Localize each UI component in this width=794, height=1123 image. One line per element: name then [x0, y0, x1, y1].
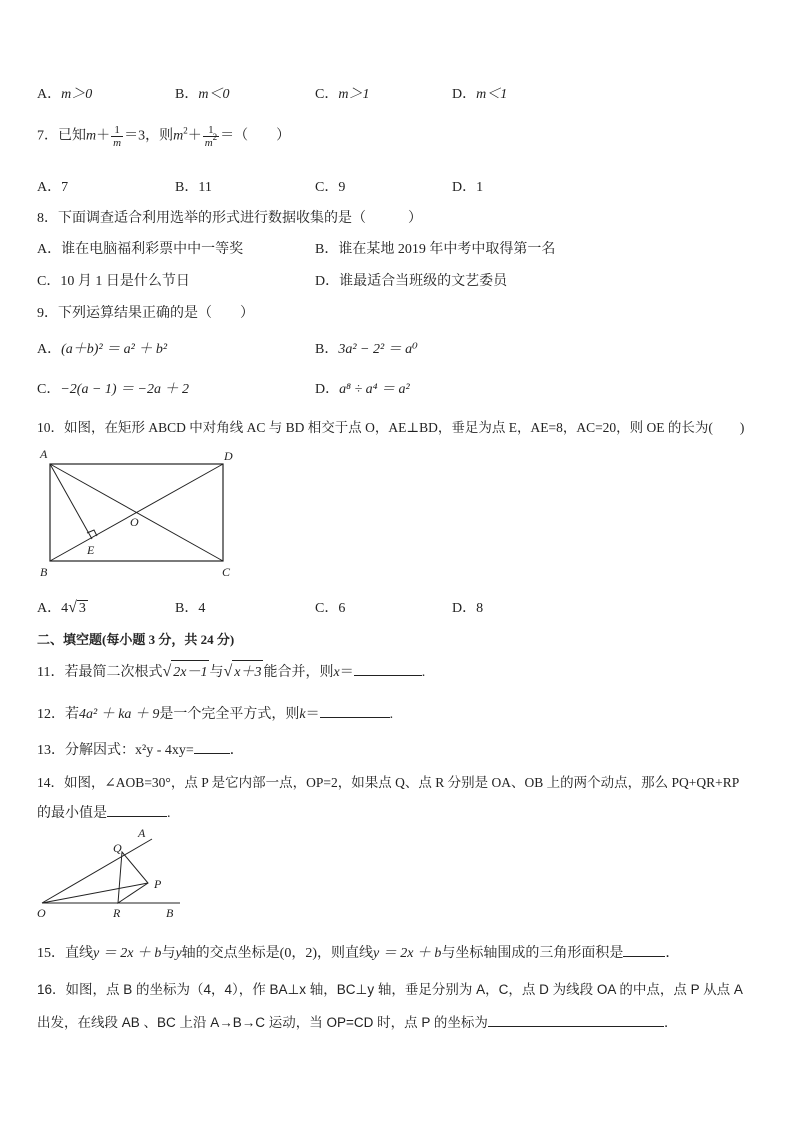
q11-stem: 11．若最简二次根式√ 2x－1 与√ x＋3 能合并，则x＝ .	[37, 660, 425, 681]
q14-stem-line1: 14．如图，∠AOB=30°，点 P 是它内部一点，OP=2，如果点 Q、点 R 分别是 OA、OB 上的两个动点，那么 PQ+QR+RP	[37, 775, 740, 790]
q6-option-d: D．m＜1	[452, 87, 508, 102]
label-c: C	[222, 565, 231, 579]
q11-answer-blank[interactable]	[354, 663, 422, 676]
q15-answer-blank[interactable]	[623, 944, 665, 957]
q7-stem: 7．已知m＋ $\frac{1}{m}$ ＝3，则$m^2+$ $\frac{1}{m^2}$ ＝（ ）	[37, 124, 291, 149]
q8-option-d: D．谁最适合当班级的文艺委员	[315, 274, 508, 289]
label-a: A	[138, 826, 146, 840]
q13-answer-blank[interactable]	[194, 741, 230, 754]
section-2-heading: 二、填空题(每小题 3 分，共 24 分)	[37, 632, 235, 647]
label-r: R	[113, 906, 121, 920]
q14-angle-figure	[34, 825, 184, 920]
q7-option-a: A．7	[37, 180, 69, 195]
label-o: O	[37, 906, 46, 920]
q7-option-d: D．1	[452, 180, 484, 195]
label-d: D	[224, 449, 233, 463]
q6-option-c: C．m＞1	[315, 87, 370, 102]
q16-answer-blank[interactable]	[488, 1014, 664, 1027]
q6-option-a: A．m＞0	[37, 87, 93, 102]
q16-stem-line2: 出发，在线段 AB 、BC 上沿 A→B→C 运动，当 OP=CD 时，点 P 的坐标为 ．	[37, 1015, 678, 1030]
q10-option-b: B．4	[175, 601, 206, 616]
q7-fraction-1: $\frac{1}{m}$	[113, 124, 122, 149]
ray-oa	[42, 839, 152, 903]
q8-option-a: A．谁在电脑福利彩票中中一等奖	[37, 242, 244, 257]
q7-option-b: B．11	[175, 180, 212, 195]
q16-stem-line1: 16．如图，点 B 的坐标为（4，4），作 BA⊥x 轴，BC⊥y 轴，垂足分别为 A，C，点 D 为线段 OA 的中点，点 P 从点 A	[37, 982, 743, 997]
q12-stem: 12．若4a² ＋ ka ＋ 9是一个完全平方式，则k＝ .	[37, 707, 394, 722]
q9-option-c: C．−2(a − 1) ＝ −2a ＋ 2	[37, 382, 190, 397]
q15-stem: 15．直线y ＝ 2x ＋ b与y轴的交点坐标是(0，2)，则直线y ＝ 2x ＋ b与坐标轴围成的三角形面积是 ．	[37, 946, 680, 961]
label-a: A	[40, 447, 48, 461]
label-q: Q	[113, 841, 122, 855]
q6-option-b: B．m＜0	[175, 87, 230, 102]
q10-stem: 10．如图，在矩形 ABCD 中对角线 AC 与 BD 相交于点 O，AE⊥BD，垂足为点 E，AE=8，AC=20，则 OE 的长为( )	[37, 420, 745, 435]
q8-stem: 8．下面调查适合利用选举的形式进行数据收集的是（ ）	[37, 211, 422, 226]
label-b: B	[166, 906, 174, 920]
label-p: P	[154, 877, 162, 891]
q10-option-d: D．8	[452, 601, 484, 616]
q7-option-c: C．9	[315, 180, 346, 195]
label-o: O	[130, 515, 139, 529]
q8-option-b: B．谁在某地 2019 年中考中取得第一名	[315, 242, 556, 257]
q9-option-a: A．(a＋b)² ＝ a² ＋ b²	[37, 342, 168, 357]
q14-answer-blank[interactable]	[107, 804, 167, 817]
q10-rectangle-figure	[34, 444, 244, 584]
triangle-pqr	[118, 852, 148, 903]
q12-answer-blank[interactable]	[320, 705, 390, 718]
q9-option-d: D．a⁸ ÷ a⁴ ＝ a²	[315, 382, 410, 397]
label-e: E	[87, 543, 95, 557]
q10-option-a: A．4√ 3	[37, 599, 86, 616]
q9-stem: 9．下列运算结果正确的是（ ）	[37, 306, 254, 321]
q7-fraction-2: $\frac{1}{m^2}$	[204, 124, 218, 149]
q8-option-c: C．10 月 1 日是什么节日	[37, 274, 190, 289]
q13-stem: 13．分解因式：x²y - 4xy= ．	[37, 743, 244, 758]
q9-option-b: B．3a² − 2² ＝ a⁰	[315, 342, 418, 357]
label-b: B	[40, 565, 48, 579]
q10-option-c: C．6	[315, 601, 346, 616]
q14-stem-line2: 的最小值是 .	[37, 806, 171, 821]
